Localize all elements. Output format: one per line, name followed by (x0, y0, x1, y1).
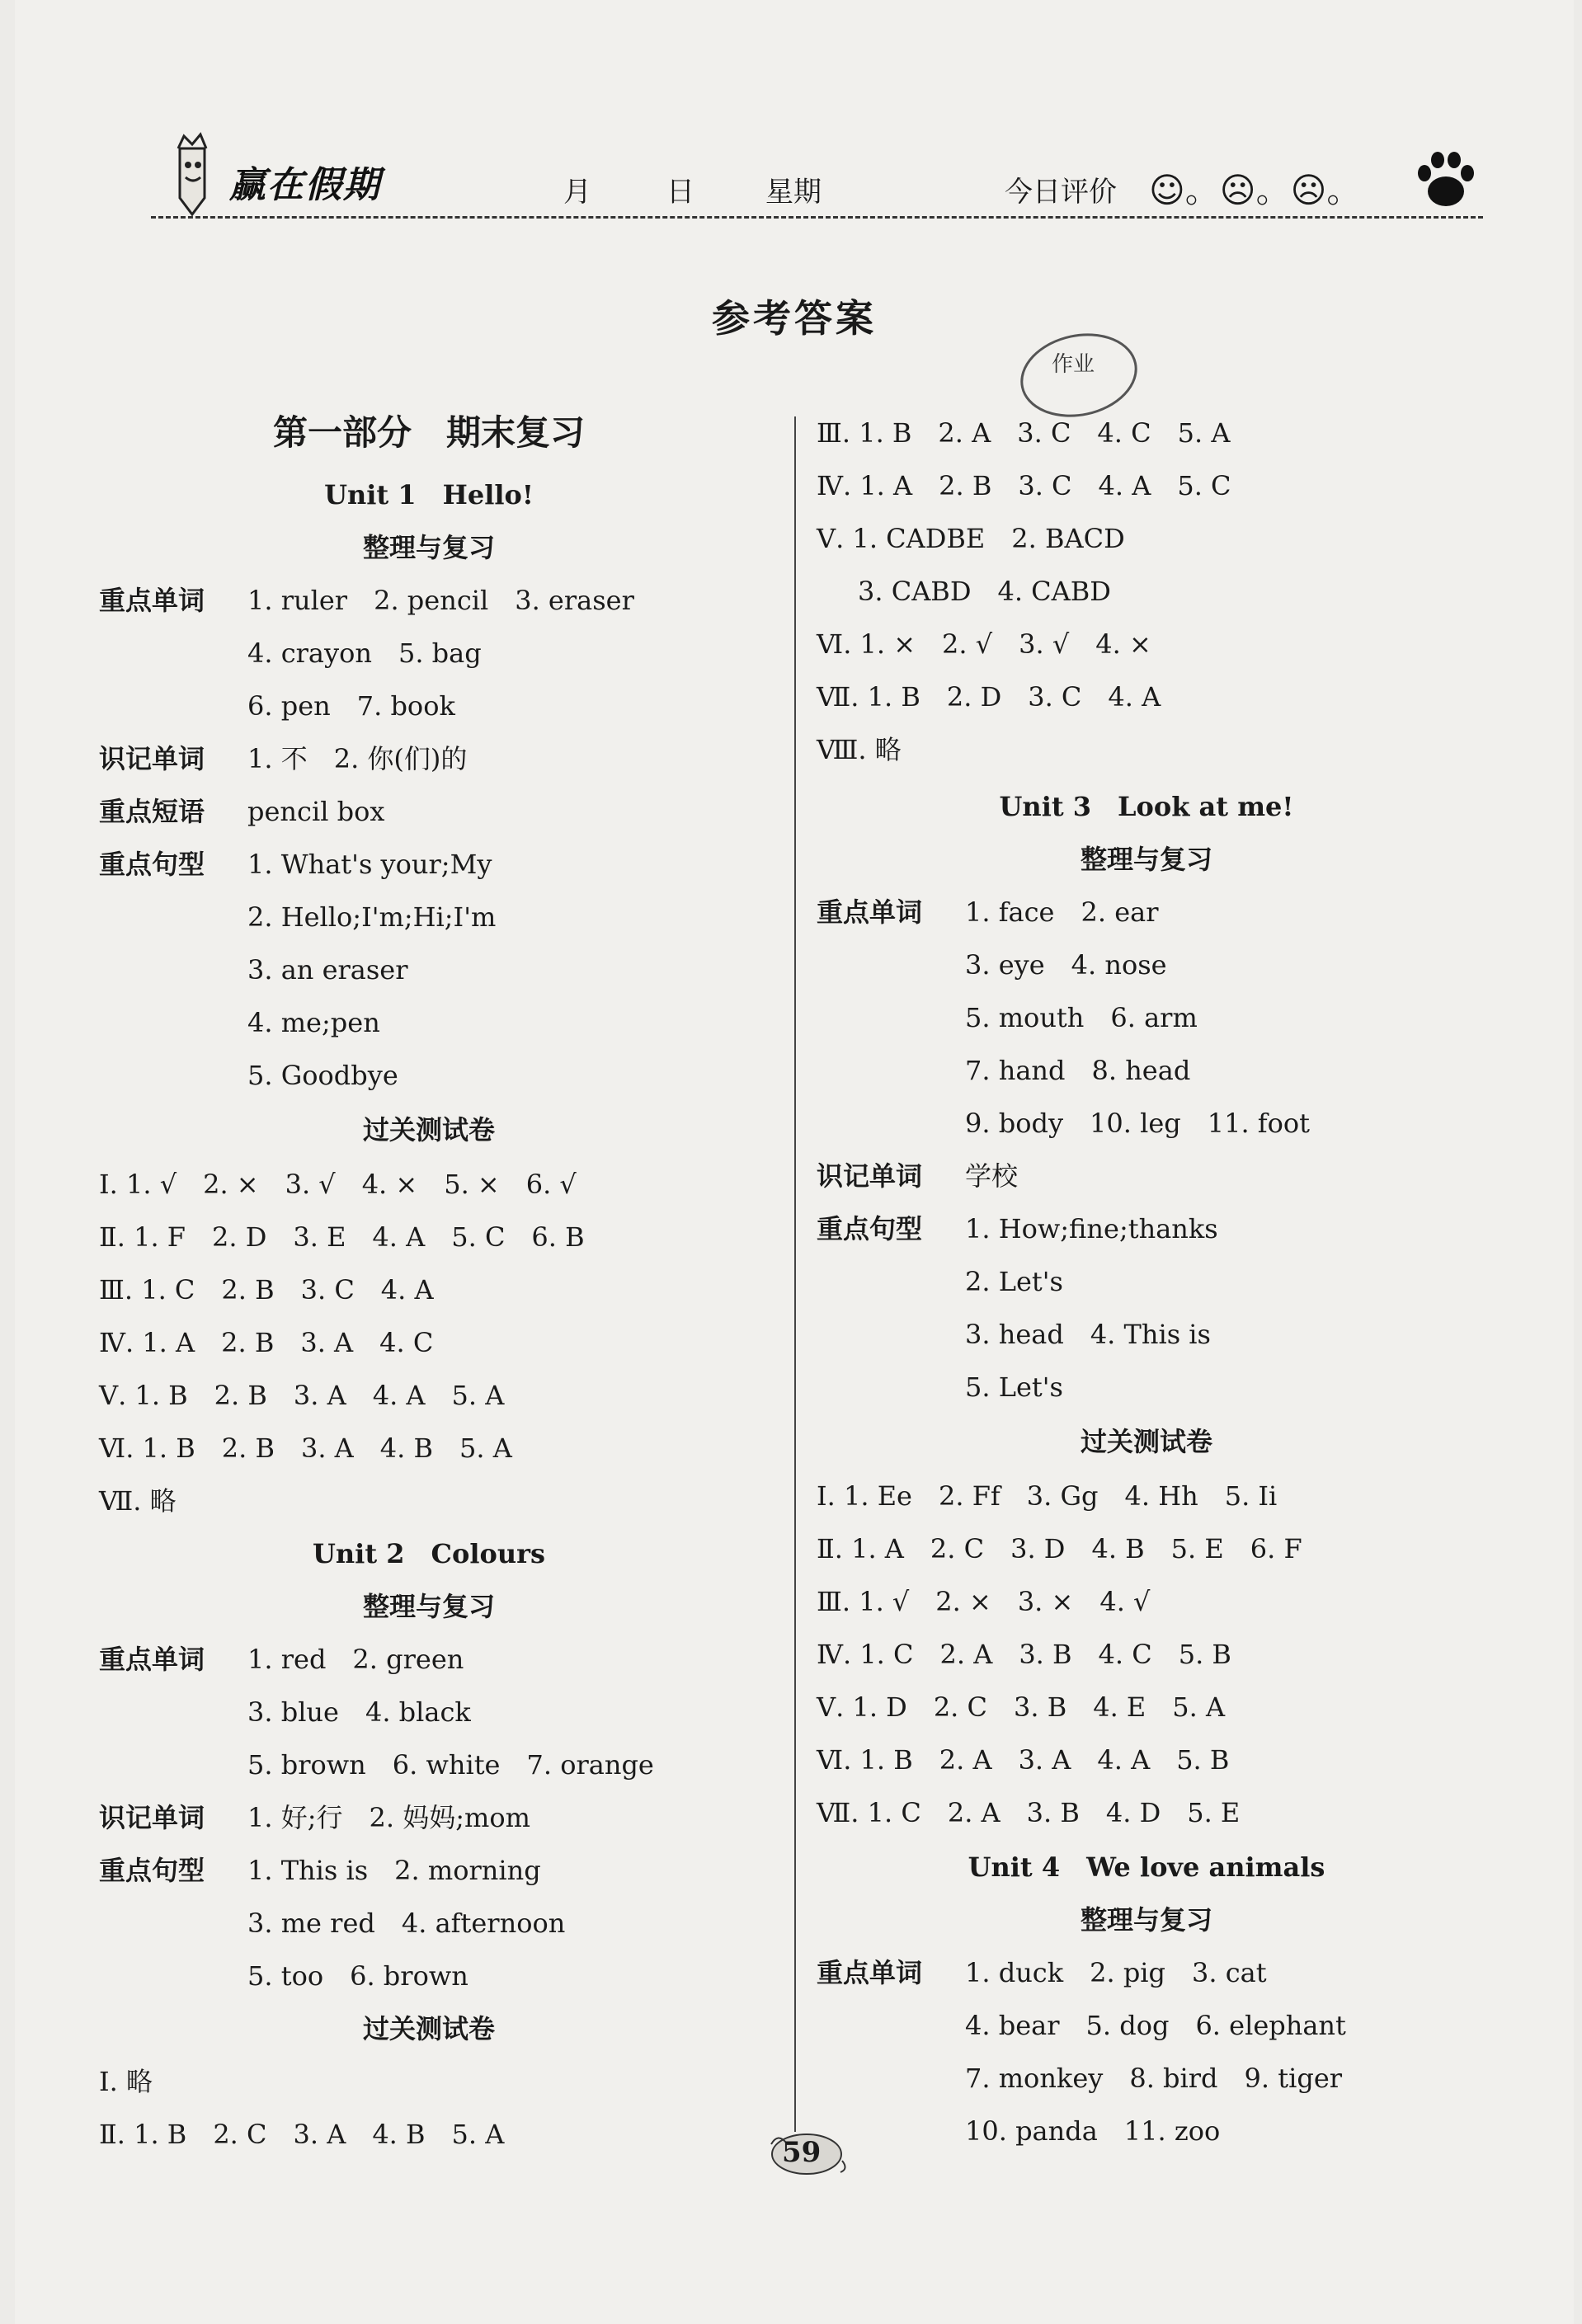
unit4-title: Unit 4 We love animals (968, 1851, 1325, 1883)
u3-recog: 学校 (965, 1160, 1019, 1192)
u2-recog-label: 识记单词 (99, 1802, 205, 1833)
u3-test-6: Ⅵ. 1. B 2. A 3. A 4. A 5. B (817, 1744, 1230, 1776)
unit4-review-heading: 整理与复习 (1080, 1904, 1212, 1936)
u1-sent-label: 重点句型 (99, 849, 205, 880)
u3-test-7: Ⅶ. 1. C 2. A 3. B 4. D 5. E (817, 1797, 1241, 1828)
u3-sent-3: 3. head 4. This is (965, 1319, 1211, 1350)
paw-icon (1413, 148, 1479, 214)
u3-sent-label: 重点句型 (817, 1213, 923, 1244)
u2-words-2: 3. blue 4. black (247, 1696, 471, 1728)
u3-test-1: Ⅰ. 1. Ee 2. Ff 3. Gg 4. Hh 5. Ii (817, 1480, 1278, 1512)
page-number-text: 59 (782, 2136, 822, 2169)
logo-text: 赢在假期 (229, 164, 381, 206)
u4-words-3: 7. monkey 8. bird 9. tiger (965, 2063, 1343, 2094)
u4-words-label: 重点单词 (817, 1957, 923, 1988)
unit2-title: Unit 2 Colours (313, 1538, 545, 1569)
u4-words-1: 1. duck 2. pig 3. cat (965, 1957, 1267, 1988)
u3-words-3: 5. mouth 6. arm (965, 1002, 1198, 1033)
u1-recog: 1. 不 2. 你(们)的 (247, 743, 468, 774)
u2-sent-1: 1. This is 2. morning (247, 1855, 541, 1886)
u3-sent-2: 2. Let's (965, 1266, 1063, 1297)
u3-sent-4: 5. Let's (965, 1371, 1063, 1403)
u2-words-label: 重点单词 (99, 1644, 205, 1675)
u1-words-1: 1. ruler 2. pencil 3. eraser (247, 585, 634, 616)
u3-words-1: 1. face 2. ear (965, 896, 1159, 928)
pencil-mascot-icon (163, 132, 221, 219)
u2-test-8: Ⅷ. 略 (817, 734, 902, 765)
day-label: 日 (666, 176, 694, 209)
u3-words-label: 重点单词 (817, 896, 923, 928)
unit1-title: Unit 1 Hello! (324, 479, 534, 510)
month-label: 月 (563, 176, 591, 209)
u1-sent-3: 3. an eraser (247, 954, 408, 986)
unit2-review-heading: 整理与复习 (362, 1591, 495, 1622)
u3-sent-1: 1. How;fine;thanks (965, 1213, 1218, 1244)
u2-test-6: Ⅵ. 1. × 2. √ 3. √ 4. × (817, 628, 1151, 660)
header-divider (151, 216, 1483, 219)
u1-sent-5: 5. Goodbye (247, 1060, 398, 1091)
u4-words-4: 10. panda 11. zoo (965, 2115, 1221, 2147)
u2-test-2: Ⅱ. 1. B 2. C 3. A 4. B 5. A (99, 2119, 505, 2150)
homework-stamp-icon (1017, 330, 1141, 421)
u1-words-2: 4. crayon 5. bag (247, 637, 482, 669)
u1-sent-2: 2. Hello;I'm;Hi;I'm (247, 901, 497, 933)
u2-test-3: Ⅲ. 1. B 2. A 3. C 4. C 5. A (817, 417, 1231, 449)
u1-test-5: Ⅴ. 1. B 2. B 3. A 4. A 5. A (99, 1380, 505, 1411)
u1-words-label: 重点单词 (99, 585, 205, 616)
u1-words-3: 6. pen 7. book (247, 690, 455, 722)
weekday-label: 星期 (765, 176, 822, 209)
u2-test-1: Ⅰ. 略 (99, 2066, 153, 2097)
unit1-review-heading: 整理与复习 (362, 532, 495, 563)
u3-words-4: 7. hand 8. head (965, 1055, 1191, 1086)
header (147, 124, 1483, 223)
u3-test-heading: 过关测试卷 (1080, 1426, 1212, 1457)
u2-test-5b: 3. CABD 4. CABD (858, 576, 1111, 607)
u3-recog-label: 识记单词 (817, 1160, 923, 1192)
u2-test-4: Ⅳ. 1. A 2. B 3. C 4. A 5. C (817, 470, 1231, 501)
column-divider (794, 416, 796, 2132)
u1-test-6: Ⅵ. 1. B 2. B 3. A 4. B 5. A (99, 1433, 512, 1464)
u1-sent-4: 4. me;pen (247, 1007, 380, 1038)
u2-test-heading: 过关测试卷 (362, 2013, 495, 2044)
u1-phrase: pencil box (247, 796, 385, 827)
u1-recog-label: 识记单词 (99, 743, 205, 774)
u1-test-7: Ⅶ. 略 (99, 1485, 177, 1517)
u3-test-3: Ⅲ. 1. √ 2. × 3. × 4. √ (817, 1586, 1151, 1617)
u2-words-1: 1. red 2. green (247, 1644, 464, 1675)
u1-test-3: Ⅲ. 1. C 2. B 3. C 4. A (99, 1274, 434, 1305)
unit3-title: Unit 3 Look at me! (999, 791, 1294, 822)
u2-recog: 1. 好;行 2. 妈妈;mom (247, 1802, 530, 1833)
u1-test-4: Ⅳ. 1. A 2. B 3. A 4. C (99, 1327, 434, 1358)
u3-words-2: 3. eye 4. nose (965, 949, 1167, 981)
u1-test-2: Ⅱ. 1. F 2. D 3. E 4. A 5. C 6. B (99, 1221, 585, 1253)
u3-test-2: Ⅱ. 1. A 2. C 3. D 4. B 5. E 6. F (817, 1533, 1302, 1564)
u2-test-7: Ⅶ. 1. B 2. D 3. C 4. A (817, 681, 1161, 713)
rating-label: 今日评价 (1005, 176, 1117, 209)
rating-faces-icon: ☺。☹。☹。 (1149, 170, 1362, 210)
unit3-review-heading: 整理与复习 (1080, 844, 1212, 875)
page-title: 参考答案 (712, 296, 877, 341)
u1-phrase-label: 重点短语 (99, 796, 205, 827)
u2-test-5a: Ⅴ. 1. CADBE 2. BACD (817, 523, 1125, 554)
u3-test-5: Ⅴ. 1. D 2. C 3. B 4. E 5. A (817, 1691, 1226, 1723)
u2-sent-2: 3. me red 4. afternoon (247, 1908, 566, 1939)
part-title: 第一部分 期末复习 (272, 412, 585, 453)
page (15, 0, 1574, 2324)
u1-test-heading: 过关测试卷 (362, 1114, 495, 1146)
u1-sent-1: 1. What's your;My (247, 849, 492, 880)
u3-test-4: Ⅳ. 1. C 2. A 3. B 4. C 5. B (817, 1639, 1231, 1670)
u1-test-1: Ⅰ. 1. √ 2. × 3. √ 4. × 5. × 6. √ (99, 1169, 577, 1200)
u2-words-3: 5. brown 6. white 7. orange (247, 1749, 654, 1781)
page-number (761, 2128, 852, 2177)
u2-sent-3: 5. too 6. brown (247, 1960, 468, 1992)
u2-sent-label: 重点句型 (99, 1855, 205, 1886)
u4-words-2: 4. bear 5. dog 6. elephant (965, 2010, 1346, 2041)
stamp-text: 作业 (1052, 352, 1095, 377)
logo (163, 124, 427, 219)
u3-words-5: 9. body 10. leg 11. foot (965, 1108, 1311, 1139)
